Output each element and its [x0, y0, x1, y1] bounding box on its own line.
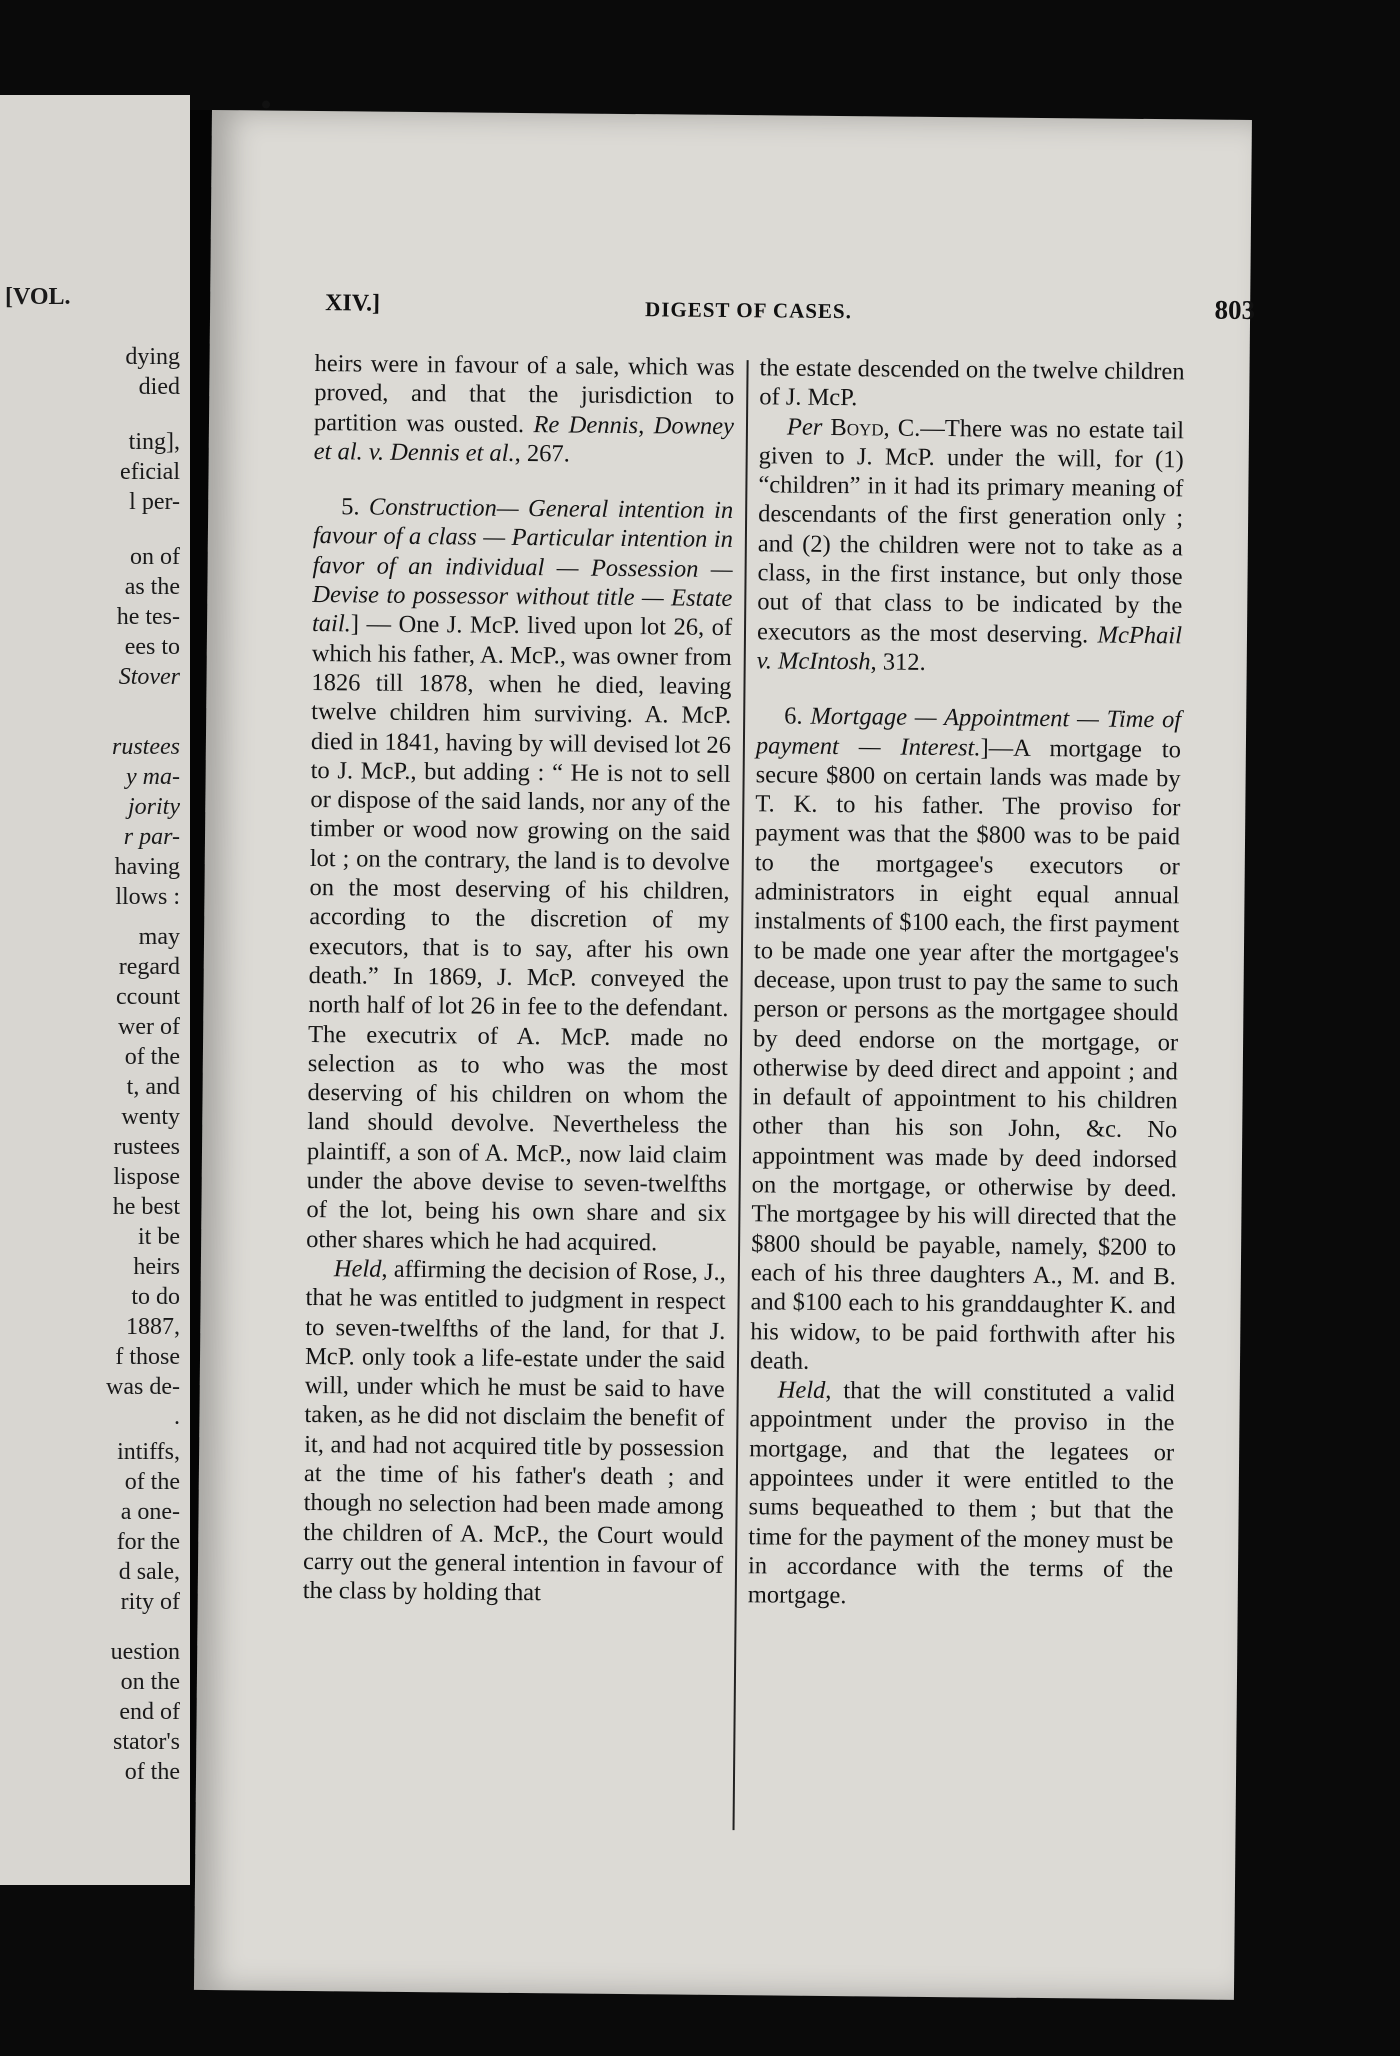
facing-page-text: regard — [118, 954, 180, 980]
facing-page-text: of the — [124, 1044, 180, 1070]
facing-page-text: of the — [124, 1759, 180, 1785]
facing-page-fragment — [0, 95, 190, 1885]
facing-page-text: y ma- — [126, 764, 180, 790]
volume-marker: XIV.] — [325, 290, 381, 317]
facing-page-text: jority — [128, 794, 180, 820]
case-citation: Re Dennis, Downey et al. v. Dennis et al. — [313, 410, 735, 467]
facing-page-text: uestion — [110, 1639, 180, 1665]
facing-page-text: may — [138, 924, 180, 950]
left-column — [303, 349, 735, 1609]
digest-entry-6: 6. Mortgage — Appointment — Time of payment — Interest.]—A mortgage to secure $800 on certain lands was made by T. K. to his father. The proviso for payment was that the $800 was to be paid to the mortgagee's executors or administrators in eight equal annual instalments of $100 each, the first payment to be made one year after the mortgagee's decease, upon trust to pay the same to such person or persons as the mortgagee should by deed endorse on the mortgage, or otherwise by deed direct and appoint ; and in default of appointment to his children other than his son John, &c. No appointment was made by deed indorsed on the mortgage, or otherwise by deed. The mortgagee by his will directed that the $800 should be payable, namely, $200 to each of his three daughters A., M. and B. and $100 each to his granddaughter K. and his widow, to be paid forthwith after his death. — [749, 702, 1182, 1375]
running-title: DIGEST OF CASES. — [644, 297, 853, 324]
facing-page-text: he tes- — [116, 604, 180, 630]
ink-speck — [262, 100, 270, 108]
per-judge-paragraph: Per Boyd, C.—There was no estate tail given to J. McP. under the will, for (1) “children” in it had its primary meaning of descendants of the first generation only ; and (2) the children were not to take as a class, in the first instance, but only those out of that class to be indicated by the executors as the most deserving. McPhail v. McIntosh, 312. — [756, 413, 1185, 676]
holding-paragraph: Held, that the will constituted a valid appointment under the proviso in the mortgage, and that the legatees or appointees under it were entitled to the sums bequeathed to them ; but that the time for the payment of the money must be in accordance with the terms of the mortgage. — [747, 1376, 1175, 1610]
case-citation: McPhail v. McIntosh — [756, 621, 1183, 676]
facing-page-text: a one- — [120, 1499, 180, 1525]
facing-page-text: dying — [125, 344, 180, 370]
facing-page-text: on the — [120, 1669, 180, 1695]
facing-page-text: . — [174, 1404, 180, 1430]
paragraph-continuation: heirs were in favour of a sale, which was proved, and that the jurisdiction to partition was ousted. Re Dennis, Downey et al. v. Dennis et al., 267. — [313, 349, 735, 468]
running-header — [325, 286, 1255, 335]
holding-paragraph: Held, affirming the decision of Rose, J., that he was entitled to judgment in respect to seven-twelfths of the land, for that J. McP. only took a life-estate under the said will, under which he must be said to have taken, as he did not disclaim the benefit of it, and had not acquired title by possession at the time of his father's death ; and though no selection had been made among the children of A. McP., the Court would carry out the general intention in favour of the class by holding that — [302, 1255, 726, 1607]
facing-page-text: died — [138, 374, 180, 400]
facing-page-text: on of — [130, 544, 180, 570]
digest-entry-5: 5. Construction— General intention in favour of a class — Particular intention in favor of an individual — Possession — Devise to possessor without title — Estate tail.] — One J. McP. lived upon lot 26, of which his father, A. McP., was owner from 1826 till 1878, when he died, leaving twelve children him surviving. A. McP. died in 1841, having by will devised lot 26 to J. McP., but adding : “ He is not to sell or dispose of the said lands, nor any of the timber or wood now growing on the said lot ; on the contrary, the land is to devolve on the most deserving of his children, according to the discretion of my executors, that is to say, after his own death.” In 1869, J. McP. conveyed the north half of lot 26 in fee to the defendant. The executrix of A. McP. made no selection as to who was the most deserving of his children on whom the land should devolve. Nevertheless the plaintiff, a son of A. McP., now laid claim under the above devise to seven-twelfths of the lot, being his own share and six other shares which he had acquired. — [306, 493, 734, 1256]
facing-page-text: of the — [124, 1469, 180, 1495]
facing-page-text: rustees — [113, 1134, 180, 1160]
facing-page-text: to do — [131, 1284, 180, 1310]
facing-page-text: ting], — [128, 429, 180, 455]
facing-page-text: heirs — [133, 1254, 180, 1280]
facing-page-text: 1887, — [126, 1314, 180, 1340]
facing-page-text: ees to — [124, 634, 180, 660]
facing-page-text: it be — [138, 1224, 180, 1250]
facing-page-text: f those — [115, 1344, 180, 1370]
column-rule — [733, 360, 749, 1830]
facing-page-text: r par- — [123, 824, 180, 850]
facing-page-text: [VOL. — [5, 284, 71, 310]
facing-page-text: he best — [112, 1194, 180, 1220]
facing-page-text: lispose — [113, 1164, 180, 1190]
facing-page-text: l per- — [129, 489, 180, 515]
facing-page-text: d sale, — [118, 1559, 180, 1585]
page-number: 803 — [1214, 294, 1256, 326]
right-column — [748, 353, 1185, 1613]
facing-page-text: rustees — [112, 734, 180, 760]
facing-page-text: ccount — [116, 984, 180, 1010]
facing-page-text: Stover — [118, 664, 180, 690]
book-page — [194, 110, 1256, 2000]
facing-page-text: having — [114, 854, 180, 880]
facing-page-text: intiffs, — [117, 1439, 180, 1465]
facing-page-text: stator's — [113, 1729, 180, 1755]
facing-page-text: as the — [124, 574, 180, 600]
facing-page-text: wer of — [118, 1014, 180, 1040]
facing-page-text: wenty — [121, 1104, 180, 1130]
facing-page-text: llows : — [115, 884, 180, 910]
facing-page-text: end of — [119, 1699, 180, 1725]
entry-headnote: Construction— General intention in favour of a class — Particular intention in favor of an individual — Possession — Devise to possessor without title — Estate tail. — [311, 493, 734, 638]
facing-page-text: for the — [116, 1529, 180, 1555]
facing-page-text: t, and — [126, 1074, 180, 1100]
entry-headnote: Mortgage — Appointment — Time of payment — Interest. — [755, 703, 1182, 761]
paragraph-continuation: the estate descended on the twelve children of J. McP. — [759, 354, 1185, 412]
facing-page-text: rity of — [120, 1589, 180, 1615]
facing-page-text: was de- — [106, 1374, 180, 1400]
facing-page-text: eficial — [120, 459, 180, 485]
